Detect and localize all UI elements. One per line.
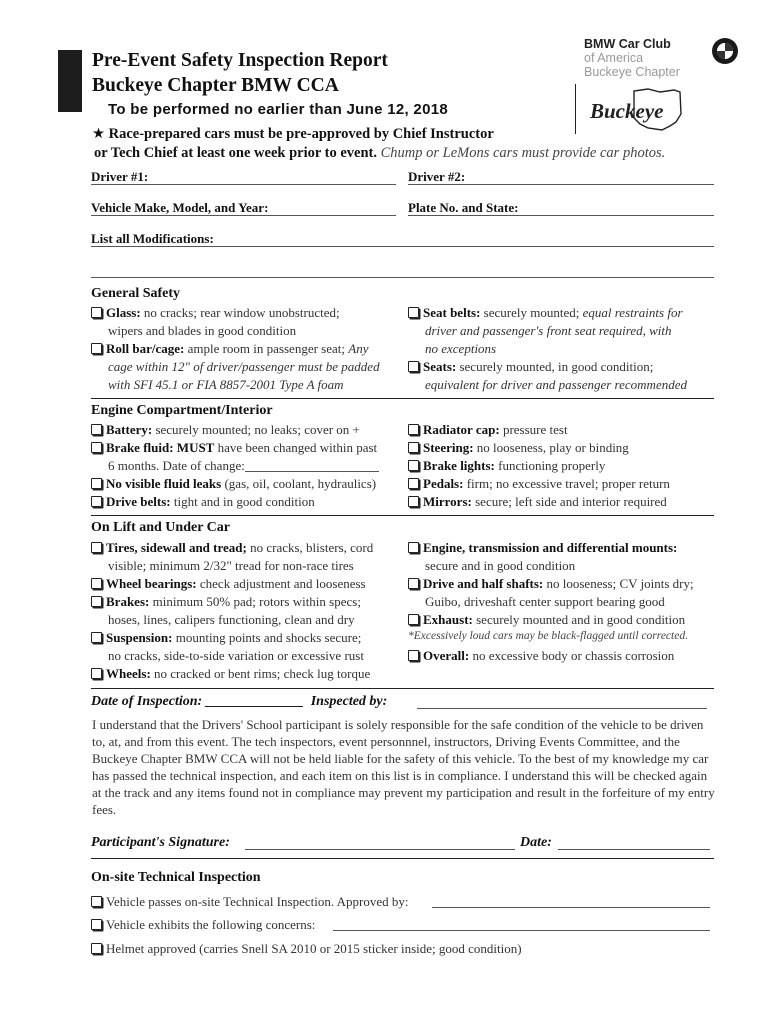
approved-by-field[interactable] xyxy=(432,907,710,908)
vehicle-label: Vehicle Make, Model, and Year: xyxy=(91,200,269,215)
brake-fluid-item[interactable]: Brake fluid: MUST have been changed within past 6 months. Date of change: xyxy=(91,439,407,475)
date-field[interactable] xyxy=(558,849,710,850)
checkbox[interactable] xyxy=(91,896,102,907)
radiator-item[interactable]: Radiator cap: pressure test xyxy=(408,421,718,439)
onsite-title: On-site Technical Inspection xyxy=(91,870,261,885)
checkbox[interactable] xyxy=(408,496,419,507)
date-of-inspection-label: Date of Inspection: ______________ Inspected by: xyxy=(91,694,388,709)
fluid-leaks-item[interactable]: No visible fluid leaks (gas, oil, coolant, hydraulics) xyxy=(91,475,407,493)
checkbox[interactable] xyxy=(91,596,102,607)
checkbox[interactable] xyxy=(91,943,102,954)
checkbox[interactable] xyxy=(91,496,102,507)
concerns-field[interactable] xyxy=(333,930,710,931)
steering-item[interactable]: Steering: no looseness, play or binding xyxy=(408,439,718,457)
bmw-roundel-icon xyxy=(712,38,738,64)
glass-item[interactable]: Glass: no cracks; rear window unobstructed; wipers and blades in good condition xyxy=(91,304,401,340)
exhaust-note: *Excessively loud cars may be black-flagged until corrected. xyxy=(408,630,688,642)
signature-field[interactable] xyxy=(245,849,515,850)
pre-approval-note: ★ Race-prepared cars must be pre-approved by Chief Instructor or Tech Chief at least one week prior to event. Chump or LeMons cars must provide car photos. xyxy=(92,126,666,161)
mods-label: List all Modifications: xyxy=(91,231,214,246)
mods-field-1[interactable] xyxy=(91,246,714,247)
vehicle-field[interactable] xyxy=(91,215,396,216)
checkbox[interactable] xyxy=(91,542,102,553)
title-line-1: Pre-Event Safety Inspection Report xyxy=(92,50,388,71)
checkbox[interactable] xyxy=(408,361,419,372)
checkbox[interactable] xyxy=(408,307,419,318)
drive-belts-item[interactable]: Drive belts: tight and in good condition xyxy=(91,493,407,511)
brakes-item[interactable]: Brakes: minimum 50% pad; rotors within specs; hoses, lines, calipers functioning, clean and dry xyxy=(91,593,407,629)
checkbox[interactable] xyxy=(91,442,102,453)
general-safety-title: General Safety xyxy=(91,286,181,301)
battery-item[interactable]: Battery: securely mounted; no leaks; cover on + xyxy=(91,421,407,439)
onsite-approved-item[interactable]: Vehicle passes on-site Technical Inspection. Approved by: xyxy=(91,893,711,911)
overall-item[interactable]: Overall: no excessive body or chassis corrosion xyxy=(408,647,718,665)
star-icon: ★ xyxy=(92,126,105,142)
lift-title: On Lift and Under Car xyxy=(91,520,230,535)
logo-lettering: Buckeye xyxy=(590,99,664,123)
seats-item[interactable]: Seats: securely mounted, in good condition; equivalent for driver and passenger recommended xyxy=(408,358,718,394)
checkbox[interactable] xyxy=(408,424,419,435)
section-divider xyxy=(91,515,714,516)
driver2-field[interactable] xyxy=(408,184,714,185)
checkbox[interactable] xyxy=(91,307,102,318)
date-label: Date: xyxy=(520,835,552,850)
driver1-field[interactable] xyxy=(91,184,396,185)
engine-title: Engine Compartment/Interior xyxy=(91,403,273,418)
checkbox[interactable] xyxy=(408,478,419,489)
checkbox[interactable] xyxy=(91,668,102,679)
inspected-by-field[interactable] xyxy=(417,708,707,709)
page-title xyxy=(92,48,388,98)
checkbox[interactable] xyxy=(408,578,419,589)
checkbox[interactable] xyxy=(408,460,419,471)
signature-label: Participant's Signature: xyxy=(91,835,230,850)
checkbox[interactable] xyxy=(91,424,102,435)
driver1-label: Driver #1: xyxy=(91,169,149,184)
checkbox[interactable] xyxy=(91,919,102,930)
shafts-item[interactable]: Drive and half shafts: no looseness; CV joints dry; Guibo, driveshaft center support bearing good xyxy=(408,575,718,611)
tires-item[interactable]: Tires, sidewall and tread; no cracks, blisters, cord visible; minimum 2/32" tread for non-race tires xyxy=(91,539,407,575)
wheel-bearings-item[interactable]: Wheel bearings: check adjustment and looseness xyxy=(91,575,407,593)
buckeye-logo xyxy=(588,88,684,132)
exhaust-item[interactable]: Exhaust: securely mounted and in good condition xyxy=(408,611,718,629)
liability-statement: I understand that the Drivers' School participant is solely responsible for the safe condition of the vehicle to be driven to, at, and from this event. The tech inspectors, event personnnel, instructors, Driving Events Committee, and the Buckeye Chapter BMW CCA will not be held liable for the safety of this vehicle. To the best of my knowledge my car has passed the technical inspection, and each item on this list is in compliance. I understand this will be checked again at the track and any items found not in compliance may prevent my participation and result in the forfeiture of my entry fees. xyxy=(92,717,715,817)
checkbox[interactable] xyxy=(408,614,419,625)
pedals-item[interactable]: Pedals: firm; no excessive travel; proper return xyxy=(408,475,718,493)
checkbox[interactable] xyxy=(408,650,419,661)
rollbar-item[interactable]: Roll bar/cage: ample room in passenger seat; Any cage within 12" of driver/passenger must be padded with SFI 45.1 or FIA 8857-2001 Type A foam xyxy=(91,340,407,394)
mirrors-item[interactable]: Mirrors: secure; left side and interior required xyxy=(408,493,718,511)
header-bar xyxy=(58,50,82,112)
checkbox[interactable] xyxy=(91,478,102,489)
checkbox[interactable] xyxy=(91,343,102,354)
checkbox[interactable] xyxy=(91,632,102,643)
seatbelts-item[interactable]: Seat belts: securely mounted; equal restraints for driver and passenger's front seat required, with no exceptions xyxy=(408,304,718,358)
section-divider xyxy=(91,398,714,399)
driver2-label: Driver #2: xyxy=(408,169,466,184)
date-requirement: To be performed no earlier than June 12, 2018 xyxy=(108,101,448,118)
title-line-2: Buckeye Chapter BMW CCA xyxy=(92,75,339,96)
club-name: BMW Car Club of America Buckeye Chapter xyxy=(584,37,680,79)
onsite-helmet-item[interactable]: Helmet approved (carries Snell SA 2010 or 2015 sticker inside; good condition) xyxy=(91,940,711,958)
section-divider xyxy=(91,688,714,689)
mods-field-2[interactable] xyxy=(91,277,714,278)
mounts-item[interactable]: Engine, transmission and differential mounts: secure and in good condition xyxy=(408,539,718,575)
wheels-item[interactable]: Wheels: no cracked or bent rims; check lug torque xyxy=(91,665,407,683)
section-divider xyxy=(91,858,714,859)
checkbox[interactable] xyxy=(408,542,419,553)
onsite-concerns-item[interactable]: Vehicle exhibits the following concerns: xyxy=(91,916,711,934)
plate-field[interactable] xyxy=(408,215,714,216)
suspension-item[interactable]: Suspension: mounting points and shocks secure; no cracks, side-to-side variation or excessive rust xyxy=(91,629,407,665)
checkbox[interactable] xyxy=(408,442,419,453)
checkbox[interactable] xyxy=(91,578,102,589)
brake-lights-item[interactable]: Brake lights: functioning properly xyxy=(408,457,718,475)
plate-label: Plate No. and State: xyxy=(408,200,519,215)
